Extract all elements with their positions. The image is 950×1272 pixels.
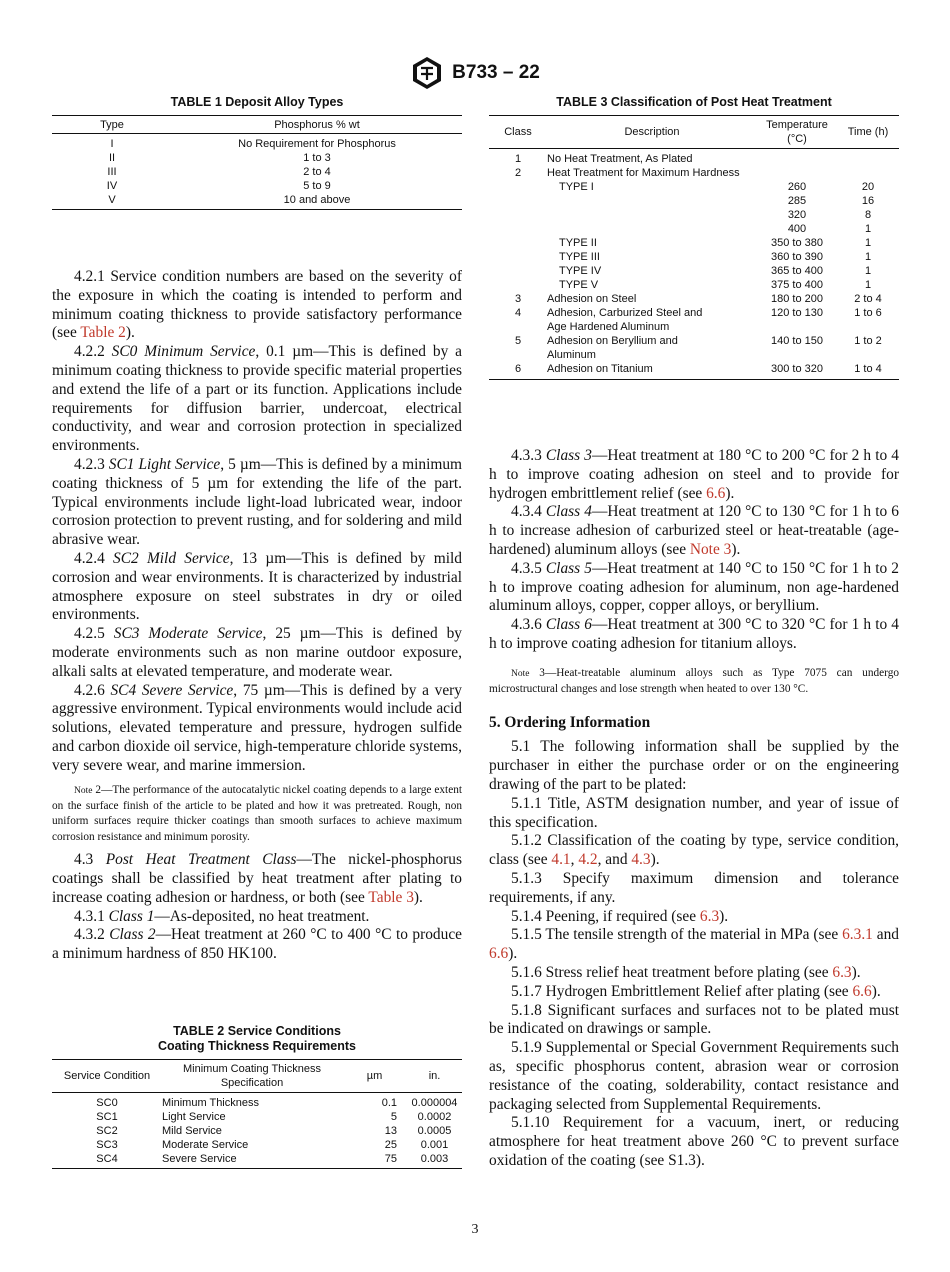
paragraph-5-1-4 xyxy=(489,908,899,927)
paragraph-4-2-4 xyxy=(52,550,462,625)
text: 4.3.4 xyxy=(511,503,546,521)
table-row xyxy=(489,306,899,334)
text: 5.1.2 Classification of the coating by type, service condition, class (see xyxy=(489,832,899,869)
table-cell xyxy=(547,194,757,208)
table-row xyxy=(52,151,462,165)
text: and xyxy=(872,926,899,944)
table-cell: 20 xyxy=(861,181,875,193)
paragraph-4-2-5 xyxy=(52,625,462,681)
paragraph-4-2-1 xyxy=(52,268,462,343)
table-cell: Moderate Service xyxy=(162,1139,249,1151)
table-cell: 285 xyxy=(787,195,807,207)
term: Class 2 xyxy=(109,926,156,944)
table-cell: I xyxy=(110,138,114,150)
table-cell: 75 xyxy=(384,1153,397,1165)
table-row xyxy=(52,165,462,179)
term: Class 5 xyxy=(545,559,592,577)
table-cell: 5 xyxy=(390,1111,397,1123)
table-cell: 0.1 xyxy=(381,1097,397,1109)
link-6-3-1[interactable]: 6.3.1 xyxy=(842,926,873,944)
paragraph-5-1-1: 5.1.1 Title, ASTM designation number, and year of issue of this specification. xyxy=(489,794,899,831)
table-cell: 360 to 390 xyxy=(771,251,823,263)
table-cell: TYPE V xyxy=(559,279,599,291)
paragraph-5-1-3: 5.1.3 Specify maximum dimension and tolerance requirements, if any. xyxy=(489,869,899,906)
link-4-1[interactable]: 4.1 xyxy=(551,851,571,869)
table-cell: 180 to 200 xyxy=(771,293,823,305)
table-cell: 1 to 4 xyxy=(854,363,882,375)
term: SC3 Moderate Service xyxy=(113,625,263,643)
text: 4.3.2 xyxy=(74,926,110,944)
text: , 0.1 µm—This is defined by a minimum coating thickness to provide specific material properties and extend the life of a part or its function. Applications include requirements for diffusion barrier, undercoat, electrical conductivity, and wear and corrosion protection in specialized environments. xyxy=(52,343,462,455)
table2-header-thickness-spec: Minimum Coating Thickness Specification xyxy=(162,1060,342,1093)
designation: B733 – 22 xyxy=(452,62,540,83)
table-cell: 350 to 380 xyxy=(771,237,823,249)
text: 4.2.1 Service condition numbers are based on the severity of the exposure in which the coating is intended to perform and minimum coating thickness to provide satisfactory performance (see xyxy=(52,268,462,342)
note-2 xyxy=(52,783,462,846)
table-cell xyxy=(489,236,547,250)
table-cell: Minimum Thickness xyxy=(162,1097,259,1109)
table-cell: SC3 xyxy=(96,1139,118,1151)
paragraph-4-3-4 xyxy=(489,503,899,559)
table-cell xyxy=(837,149,899,167)
table-row xyxy=(52,134,462,152)
table2-header-in: in. xyxy=(407,1060,462,1093)
table-row xyxy=(489,362,899,380)
table-cell: Adhesion on Steel xyxy=(547,293,637,305)
table-cell: Adhesion on Beryllium and Aluminum xyxy=(547,335,678,361)
paragraph-4-3-3 xyxy=(489,447,899,503)
text: —The nickel-phosphorus coatings shall be classified by heat treatment after plating to increase coating adhesion or hardness, or both (see xyxy=(52,851,462,906)
table-cell: V xyxy=(108,194,116,206)
table-cell: 1 to 2 xyxy=(854,335,882,347)
table-cell: 1 to 6 xyxy=(854,307,882,319)
link-table-3[interactable]: Table 3 xyxy=(368,888,414,906)
table-row xyxy=(52,1110,462,1124)
table-row xyxy=(52,193,462,210)
link-6-3[interactable]: 6.3 xyxy=(832,963,852,981)
text: —Heat treatment at 260 °C to 400 °C to produce a minimum hardness of 850 HK100. xyxy=(52,926,462,963)
table-cell: 16 xyxy=(861,195,875,207)
link-4-2[interactable]: 4.2 xyxy=(578,851,598,869)
text: ). xyxy=(413,888,423,906)
table-cell: 1 to 3 xyxy=(303,152,331,164)
paragraph-5-1-9: 5.1.9 Supplemental or Special Government Requirements such as, specific phosphorus content, abrasion wear or corrosion resistance of the coating, solderability, contact resistance and packaging selected from Supplemental Requirements. xyxy=(489,1039,899,1113)
table3-title: TABLE 3 Classification of Post Heat Treatment xyxy=(556,95,832,109)
link-6-6[interactable]: 6.6 xyxy=(852,982,872,1000)
note-label: Note xyxy=(74,785,93,796)
page-header xyxy=(0,56,950,90)
table-cell: II xyxy=(108,152,116,164)
paragraph-4-2-2 xyxy=(52,343,462,456)
text: 4.3.5 xyxy=(511,559,546,577)
text: 4.2.5 xyxy=(74,625,114,643)
section-5-heading: 5. Ordering Information xyxy=(489,713,651,731)
table-row xyxy=(489,194,899,208)
table-row xyxy=(52,1152,462,1169)
text: , xyxy=(570,851,579,869)
paragraph-4-2-6 xyxy=(52,682,462,776)
text: 5.1.7 Hydrogen Embrittlement Relief after plating (see xyxy=(511,982,853,1000)
table-cell: No Requirement for Phosphorus xyxy=(238,138,396,150)
table-row xyxy=(489,180,899,194)
table-cell: 1 xyxy=(864,265,872,277)
link-table-2[interactable]: Table 2 xyxy=(80,324,126,342)
paragraph-4-3-5 xyxy=(489,560,899,616)
table-cell: No Heat Treatment, As Plated xyxy=(547,153,693,165)
link-note-3[interactable]: Note 3 xyxy=(689,540,732,558)
table2-title-line2: Coating Thickness Requirements xyxy=(158,1039,356,1053)
text: 4.2.3 xyxy=(74,455,109,473)
text: ). xyxy=(650,851,660,869)
table-cell: TYPE I xyxy=(559,181,594,193)
table-cell: TYPE II xyxy=(559,237,597,249)
text: , 13 µm—This is defined by mild corrosion and wear environments. It is characterized by industrial atmosphere exposure on steel substrates in dry or oiled environments. xyxy=(52,549,462,624)
table-cell: 0.0005 xyxy=(417,1125,452,1137)
table-cell: 6 xyxy=(514,363,522,375)
term: Class 1 xyxy=(108,907,155,925)
table-cell xyxy=(489,180,547,194)
table-cell: 10 and above xyxy=(283,194,351,206)
paragraph-5-1: 5.1 The following information shall be supplied by the purchaser in either the purchase order or on the engineering drawing of the part to be plated: xyxy=(489,738,899,793)
table2-header-um: µm xyxy=(342,1060,407,1093)
table-cell xyxy=(489,278,547,292)
table-cell: 13 xyxy=(384,1125,397,1137)
table-cell: 260 xyxy=(787,181,807,193)
table-row xyxy=(489,236,899,250)
text: ). xyxy=(719,907,729,925)
term: SC4 Severe Service xyxy=(110,681,234,699)
text: —Heat treatment at 140 °C to 150 °C for 1 h to 2 h to improve coating adhesion for aluminum, non age-hardened aluminum alloys, copper, copper alloys, or beryllium. xyxy=(489,559,899,615)
astm-logo-icon xyxy=(410,56,444,90)
paragraph-4-3-2 xyxy=(52,926,462,964)
text: 4.3 xyxy=(74,851,106,869)
text: , 5 µm—This is defined by a minimum coating thickness of 5 µm for extending the life of the part. Typical environments include light-load lubricated wear, indoor corrosion protection to prevent rusting, and for soldering and mild abrasive wear. xyxy=(52,455,463,549)
text: 4.2.2 xyxy=(74,343,112,361)
note-3 xyxy=(489,666,899,698)
table-cell: 300 to 320 xyxy=(771,363,823,375)
paragraph-5-1-6 xyxy=(489,964,899,983)
text: —Heat treatment at 180 °C to 200 °C for 2 h to 4 h to improve coating adhesion on steel and to provide for hydrogen embrittlement relief (see xyxy=(489,447,899,502)
table-cell: Adhesion on Titanium xyxy=(547,363,653,375)
table3-header-temperature: Temperature (°C) xyxy=(757,116,837,149)
paragraph-5-1-2 xyxy=(489,832,899,870)
term: SC1 Light Service xyxy=(108,455,221,473)
table-row xyxy=(489,264,899,278)
text: 4.2.6 xyxy=(74,681,111,699)
text: 4.2.4 xyxy=(74,549,114,567)
table-cell xyxy=(489,264,547,278)
table-cell: 1 xyxy=(864,279,872,291)
table1-title: TABLE 1 Deposit Alloy Types xyxy=(170,95,344,109)
table-cell: 0.000004 xyxy=(411,1097,458,1109)
text: 4.3.1 xyxy=(74,907,109,925)
text: ). xyxy=(871,982,881,1000)
link-6-6[interactable]: 6.6 xyxy=(489,945,509,963)
table2-title-line1: TABLE 2 Service Conditions xyxy=(173,1024,341,1038)
table-cell: 365 to 400 xyxy=(771,265,823,277)
paragraph-5-1-8: 5.1.8 Significant surfaces and surfaces not to be plated must be indicated on drawings or sample. xyxy=(489,1001,899,1038)
table-cell: 2 to 4 xyxy=(854,293,882,305)
paragraph-4-3-1 xyxy=(52,908,462,927)
table-cell: SC0 xyxy=(96,1097,118,1109)
table-cell: TYPE IV xyxy=(559,265,602,277)
table-cell: 400 xyxy=(787,223,807,235)
table-cell xyxy=(837,166,899,180)
table-cell: 0.0002 xyxy=(417,1111,452,1123)
table-cell xyxy=(489,250,547,264)
table1-header-phosphorus: Phosphorus % wt xyxy=(172,116,462,134)
text: 5.1.5 The tensile strength of the material in MPa (see xyxy=(511,926,843,944)
table-row xyxy=(489,292,899,306)
table-cell xyxy=(757,166,837,180)
table-cell: 140 to 150 xyxy=(771,335,823,347)
table-cell: Light Service xyxy=(162,1111,226,1123)
table-cell: 8 xyxy=(864,209,872,221)
table-cell: 120 to 130 xyxy=(771,307,823,319)
table-cell: SC2 xyxy=(96,1125,118,1137)
term: SC2 Mild Service xyxy=(113,549,230,567)
table3 xyxy=(489,115,899,380)
paragraph-5-1-10: 5.1.10 Requirement for a vacuum, inert, or reducing atmosphere for heat treatment above 260 °C to prevent surface oxidation of the coating (see S1.3). xyxy=(489,1114,899,1169)
table-cell: 5 to 9 xyxy=(303,180,331,192)
table-cell: Heat Treatment for Maximum Hardness xyxy=(547,167,740,179)
table-cell: 1 xyxy=(864,223,872,235)
note-label: Note xyxy=(511,668,530,679)
right-column-text xyxy=(489,447,899,1171)
table-cell: 4 xyxy=(514,307,522,319)
table-cell: 0.001 xyxy=(420,1139,449,1151)
text: 5.1.4 Peening, if required (see xyxy=(511,907,700,925)
text: 5.1.6 Stress relief heat treatment before plating (see xyxy=(511,963,833,981)
table-cell: III xyxy=(107,166,117,178)
table-cell xyxy=(489,208,547,222)
table1-header-type: Type xyxy=(52,116,172,134)
table-cell: 375 to 400 xyxy=(771,279,823,291)
term: Class 3 xyxy=(545,447,592,464)
paragraph-5-1-7 xyxy=(489,983,899,1002)
table-cell: TYPE III xyxy=(559,251,600,263)
link-4-3[interactable]: 4.3 xyxy=(631,851,651,869)
table-cell: IV xyxy=(106,180,118,192)
table-cell: 3 xyxy=(514,293,522,305)
table-cell: 1 xyxy=(864,251,872,263)
table-row xyxy=(489,149,899,167)
text: 4.3.3 xyxy=(511,447,546,464)
table-cell xyxy=(489,194,547,208)
text: —Heat treatment at 300 °C to 320 °C for 1 h to 4 h to improve coating adhesion for titanium alloys. xyxy=(489,616,899,652)
table-cell: Adhesion, Carburized Steel and Age Hardened Aluminum xyxy=(547,307,703,333)
paragraph-4-3-6 xyxy=(489,616,899,654)
link-6-6[interactable]: 6.6 xyxy=(706,484,726,502)
table-cell: 0.003 xyxy=(420,1153,449,1165)
table-row xyxy=(489,208,899,222)
table-row xyxy=(489,222,899,236)
link-6-3[interactable]: 6.3 xyxy=(699,907,720,925)
table-row xyxy=(489,250,899,264)
term: Class 6 xyxy=(545,616,592,634)
table-row xyxy=(52,1138,462,1152)
table-cell xyxy=(547,222,757,236)
term: Class 4 xyxy=(545,503,592,521)
text: —Heat treatment at 120 °C to 130 °C for 1 h to 6 h to increase adhesion of carburized steel or heat-treatable (age-hardened) aluminum alloys (see xyxy=(489,503,899,558)
table-row xyxy=(489,278,899,292)
table-cell: SC4 xyxy=(96,1153,118,1165)
table-cell: 25 xyxy=(384,1139,397,1151)
table-cell: Severe Service xyxy=(162,1153,237,1165)
table2-title xyxy=(52,1024,462,1054)
table2 xyxy=(52,1059,462,1169)
table-row xyxy=(489,166,899,180)
table3-header-class: Class xyxy=(489,116,547,149)
table-cell: SC1 xyxy=(96,1111,118,1123)
text: ). xyxy=(731,540,741,558)
text: ). xyxy=(725,484,735,502)
table1 xyxy=(52,115,462,210)
table-cell: 1 xyxy=(514,153,522,165)
text: , 75 µm—This is defined by a very aggressive environment. Typical environments would include acid solutions, elevated temperature and pressure, hydrogen sulfide and carbon dioxide oil service, high-temperature chloride systems, very severe wear, and marine immersion. xyxy=(52,681,462,774)
page-number: 3 xyxy=(471,1222,479,1237)
table-cell xyxy=(489,222,547,236)
table-row xyxy=(52,1093,462,1111)
text: ). xyxy=(508,945,518,963)
table-cell xyxy=(547,208,757,222)
text: —As-deposited, no heat treatment. xyxy=(154,907,370,925)
left-column-text xyxy=(52,268,462,964)
paragraph-5-1-5 xyxy=(489,926,899,964)
table-cell: 2 to 4 xyxy=(303,166,331,178)
table-cell: 1 xyxy=(864,237,872,249)
table3-header-description: Description xyxy=(547,116,757,149)
table-row xyxy=(489,334,899,362)
text: 4.3.6 xyxy=(511,616,546,634)
table-cell: 2 xyxy=(514,167,522,179)
term: SC0 Minimum Service xyxy=(111,343,256,361)
table-cell: 320 xyxy=(787,209,807,221)
text: , and xyxy=(597,851,632,869)
text: , 25 µm—This is defined by moderate environments such as non marine outdoor exposure, alkali salts at elevated temperature, and moderate wear. xyxy=(52,625,462,680)
text: 2—The performance of the autocatalytic nickel coating depends to a large extent on the surface finish of the article to be plated and how it was pretreated. Rough, non uniform surfaces require thicker coatings than smooth surfaces to achieve maximum corrosion resistance and minimum porosity. xyxy=(52,783,462,843)
text: ). xyxy=(851,963,861,981)
text: 3—Heat-treatable aluminum alloys such as Type 7075 can undergo microstructural changes and lose strength when heated to over 130 °C. xyxy=(489,666,899,696)
table2-header-service-condition: Service Condition xyxy=(52,1060,162,1093)
table-row xyxy=(52,1124,462,1138)
paragraph-4-2-3 xyxy=(52,456,462,550)
table-cell xyxy=(757,149,837,167)
text: ). xyxy=(125,324,135,342)
table-cell: Mild Service xyxy=(162,1125,222,1137)
term: Post Heat Treatment Class xyxy=(105,851,297,869)
paragraph-4-3 xyxy=(52,851,462,907)
table3-header-time: Time (h) xyxy=(837,116,899,149)
table-cell: 5 xyxy=(514,335,522,347)
table-row xyxy=(52,179,462,193)
